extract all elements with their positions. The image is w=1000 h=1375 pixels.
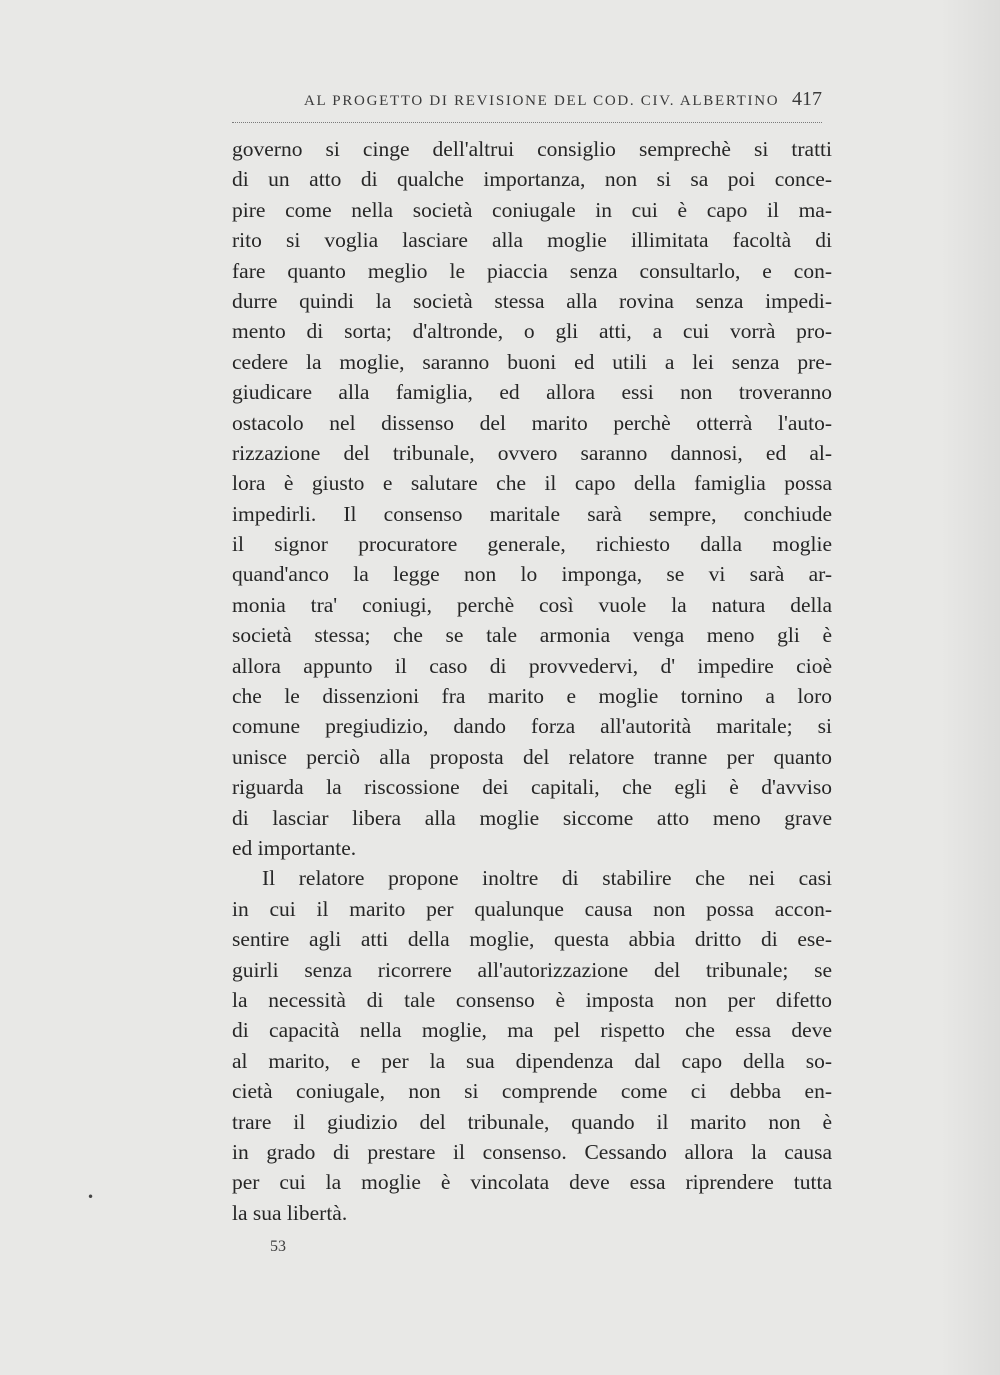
- body-text: [232, 134, 832, 1228]
- text-line: quand'anco la legge non lo imponga, se vi sarà ar-: [232, 562, 832, 587]
- text-line: cietà coniugale, non si comprende come ci debba en-: [232, 1079, 832, 1104]
- text-line: la necessità di tale consenso è imposta non per difetto: [232, 987, 832, 1012]
- margin-mark: •: [87, 1190, 95, 1204]
- running-head: [232, 88, 822, 118]
- text-line: Il relatore propone inoltre di stabilire che nei casi: [262, 866, 832, 891]
- page-number: 417: [792, 88, 822, 110]
- text-line: di lasciar libera alla moglie siccome atto meno grave: [232, 805, 832, 830]
- text-line: comune pregiudizio, dando forza all'autorità maritale; si: [232, 714, 832, 739]
- text-line: in grado di prestare il consenso. Cessando allora la causa: [232, 1139, 832, 1164]
- text-line: monia tra' coniugi, perchè così vuole la natura della: [232, 592, 832, 617]
- text-line: guirli senza ricorrere all'autorizzazione del tribunale; se: [232, 957, 832, 982]
- text-line: il signor procuratore generale, richiesto dalla moglie: [232, 532, 832, 557]
- text-line: mento di sorta; d'altronde, o gli atti, a cui vorrà pro-: [232, 319, 832, 344]
- running-title: AL PROGETTO DI REVISIONE DEL COD. CIV. ALBERTINO: [304, 93, 780, 109]
- text-line: governo si cinge dell'altrui consiglio semprechè si tratti: [232, 137, 832, 161]
- text-line: durre quindi la società stessa alla rovina senza impedi-: [232, 288, 832, 313]
- text-line: giudicare alla famiglia, ed allora essi non troveranno: [232, 380, 832, 405]
- text-line: sentire agli atti della moglie, questa abbia dritto di ese-: [232, 927, 832, 952]
- header-rule: [232, 122, 822, 123]
- text-line: trare il giudizio del tribunale, quando il marito non è: [232, 1109, 832, 1134]
- text-line: la sua libertà.: [232, 1200, 348, 1225]
- text-line: cedere la moglie, saranno buoni ed utili a lei senza pre-: [232, 349, 832, 374]
- text-line: unisce perciò alla proposta del relatore tranne per quanto: [232, 744, 832, 769]
- text-line: al marito, e per la sua dipendenza dal capo della so-: [232, 1048, 832, 1073]
- text-line: ostacolo nel dissenso del marito perchè otterrà l'auto-: [232, 410, 832, 435]
- text-line: rito si voglia lasciare alla moglie illimitata facoltà di: [232, 228, 832, 253]
- text-line: rizzazione del tribunale, ovvero saranno dannosi, ed al-: [232, 440, 832, 465]
- text-line: ed importante.: [232, 835, 357, 860]
- text-line: pire come nella società coniugale in cui è capo il ma-: [232, 197, 832, 222]
- text-line: impedirli. Il consenso maritale sarà sempre, conchiude: [232, 501, 832, 526]
- signature-mark: 53: [270, 1238, 286, 1255]
- text-line: per cui la moglie è vincolata deve essa riprendere tutta: [232, 1170, 832, 1195]
- page-shadow: [940, 0, 1000, 1375]
- text-line: fare quanto meglio le piaccia senza consultarlo, e con-: [232, 258, 832, 283]
- text-line: in cui il marito per qualunque causa non possa accon-: [232, 896, 832, 921]
- text-line: che le dissenzioni fra marito e moglie tornino a loro: [232, 684, 832, 709]
- text-line: di capacità nella moglie, ma pel rispetto che essa deve: [232, 1018, 832, 1043]
- text-line: società stessa; che se tale armonia venga meno gli è: [232, 623, 832, 648]
- text-line: allora appunto il caso di provvedervi, d' impedire cioè: [232, 653, 832, 678]
- text-line: lora è giusto e salutare che il capo della famiglia possa: [232, 471, 832, 496]
- text-line: di un atto di qualche importanza, non si sa poi conce-: [232, 167, 832, 192]
- text-line: riguarda la riscossione dei capitali, che egli è d'avviso: [232, 775, 832, 800]
